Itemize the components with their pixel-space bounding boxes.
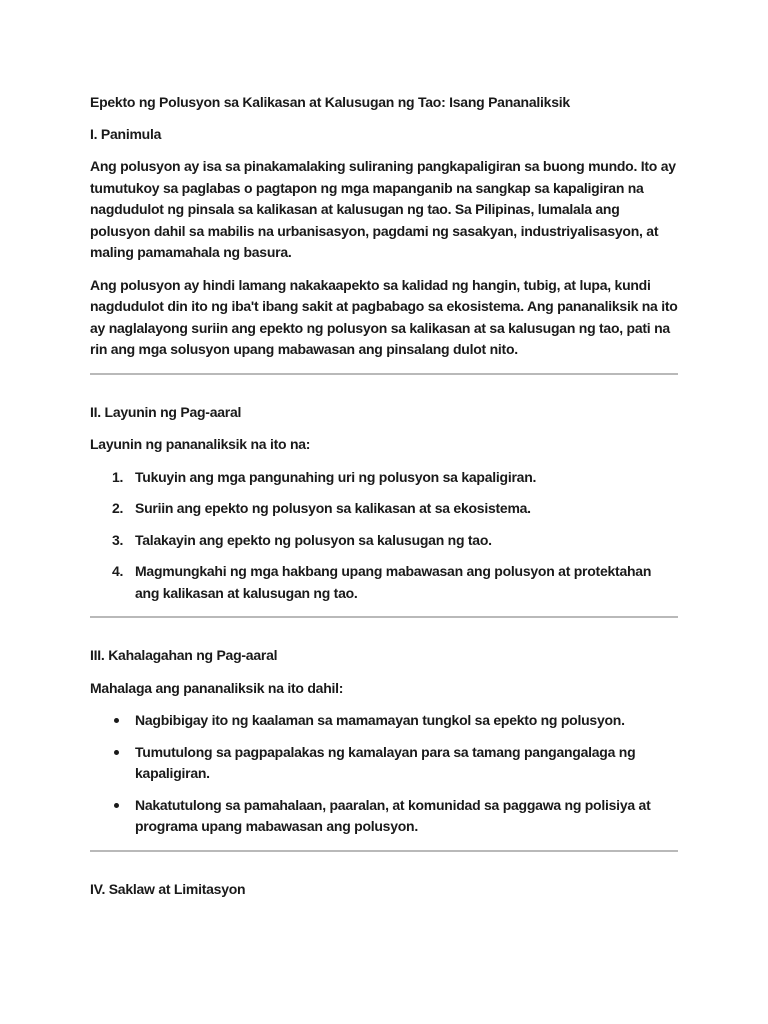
section-heading-panimula: I. Panimula — [90, 125, 162, 142]
section-heading-kahalagahan: III. Kahalagahan ng Pag-aaral — [90, 647, 278, 663]
list-item — [90, 530, 678, 552]
list-item-text: Suriin ang epekto ng polusyon sa kalikasan at sa ekosistema. — [135, 500, 531, 516]
list-number: 4. — [112, 563, 124, 579]
list-item-text: Tumutulong sa pagpapalakas ng kamalayan para sa tamang pangangalaga ng kapaligiran. — [135, 743, 636, 781]
list-item-text: Tukuyin ang mga pangunahing uri ng polusyon sa kapaligiran. — [135, 468, 537, 485]
list-item — [90, 561, 678, 604]
section-divider — [90, 850, 678, 852]
list-item — [90, 498, 678, 520]
paragraph: Ang polusyon ay isa sa pinakamalaking suliraning pangkapaligiran sa buong mundo. Ito ay tumutukoy sa paglabas o pagtapon ng mga mapanganib na sangkap sa kapaligiran na nagdudulot ng pinsala sa kalikasan at kalusugan ng tao. Sa Pilipinas, lumalala ang polusyon dahil sa mabilis na urbanisasyon, pagdami ng sasakyan, industriyalisasyon, at maling pamamahala ng basura. — [90, 158, 676, 260]
paragraph: Ang polusyon ay hindi lamang nakakaapekto sa kalidad ng hangin, tubig, at lupa, kundi nagdudulot din ito ng iba't ibang sakit at pagbabago sa ekosistema. Ang pananaliksik na ito ay naglalayong suriin ang epekto ng polusyon sa kalikasan at sa kalusugan ng tao, pati na rin ang mga solusyon upang mabawasan ang pinsalang dulot nito. — [90, 276, 678, 357]
list-item-text: Nagbibigay ito ng kaalaman sa mamamayan tungkol sa epekto ng polusyon. — [135, 712, 625, 728]
list-item — [90, 710, 678, 732]
bullet-icon — [114, 803, 119, 808]
list-intro: Layunin ng pananaliksik na ito na: — [90, 436, 311, 452]
significance-list — [90, 710, 678, 838]
section-divider — [90, 616, 678, 618]
bullet-icon — [114, 718, 119, 723]
document-title: Epekto ng Polusyon sa Kalikasan at Kalusugan ng Tao: Isang Pananaliksik — [90, 94, 570, 110]
objectives-list — [90, 467, 678, 605]
list-item — [90, 795, 678, 838]
section-divider — [90, 373, 678, 375]
section-heading-saklaw: IV. Saklaw at Limitasyon — [90, 880, 246, 897]
list-item-text: Magmungkahi ng mga hakbang upang mabawasan ang polusyon at protektahan ang kalikasan at kalusugan ng tao. — [135, 563, 652, 601]
list-item — [90, 467, 678, 489]
list-number: 1. — [112, 468, 124, 485]
section-heading-layunin: II. Layunin ng Pag-aaral — [90, 403, 242, 420]
bullet-icon — [114, 750, 119, 755]
list-item — [90, 742, 678, 785]
list-item-text: Talakayin ang epekto ng polusyon sa kalusugan ng tao. — [135, 531, 492, 548]
list-intro: Mahalaga ang pananaliksik na ito dahil: — [90, 679, 344, 696]
list-number: 3. — [112, 531, 124, 548]
document-body — [90, 92, 678, 911]
list-number: 2. — [112, 500, 124, 516]
list-item-text: Nakatutulong sa pamahalaan, paaralan, at komunidad sa paggawa ng polisiya at programa upang mabawasan ang polusyon. — [135, 796, 651, 834]
